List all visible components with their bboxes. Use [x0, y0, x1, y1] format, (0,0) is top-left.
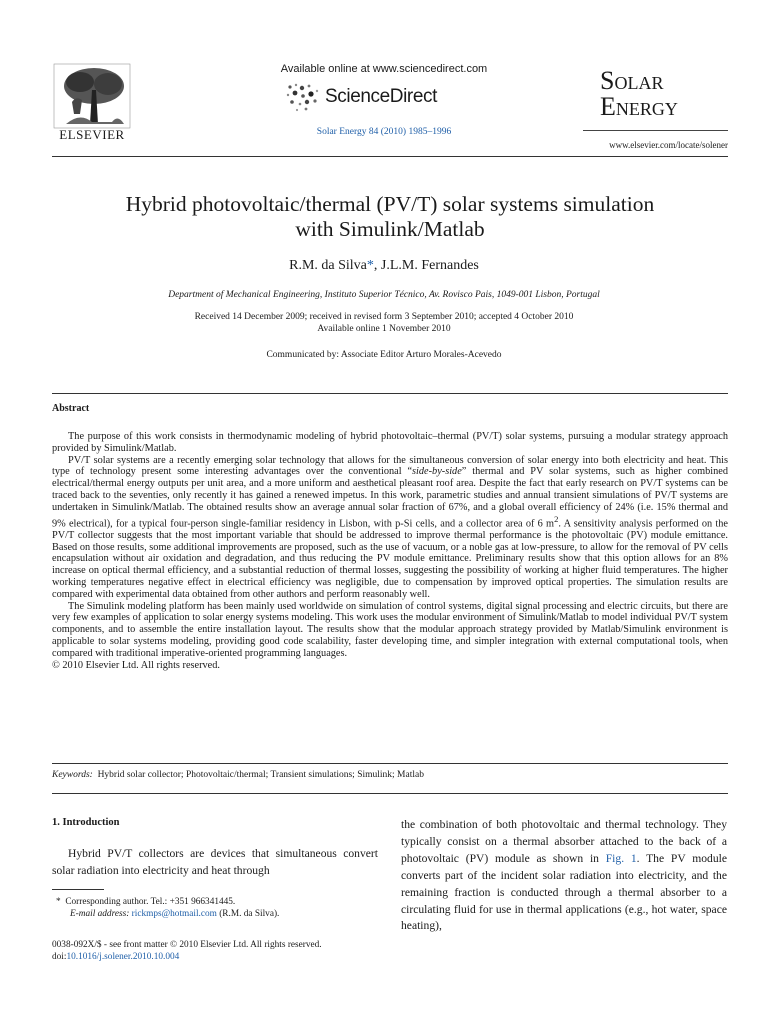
footnote-divider [52, 889, 104, 890]
keywords-list: Hybrid solar collector; Photovoltaic/thermal; Transient simulations; Simulink; Matlab [97, 770, 424, 780]
front-matter-text: 0038-092X/$ - see front matter © 2010 Elsevier Ltd. All rights reserved. [52, 940, 322, 950]
journal-title-line1: Solar [600, 66, 664, 95]
abstract-bottom-divider [52, 763, 728, 764]
footnote-email-line [56, 909, 279, 921]
affiliation: Department of Mechanical Engineering, Instituto Superior Técnico, Av. Rovisco Pais, 1049-001 Lisbon, Portugal [168, 290, 600, 300]
received-dates: Received 14 December 2009; received in revised form 3 September 2010; accepted 4 October 2010 [194, 312, 574, 322]
sciencedirect-dots-icon [282, 81, 322, 113]
author-name: R.M. da Silva [289, 258, 367, 273]
available-online-date: Available online 1 November 2010 [317, 323, 451, 334]
doi-line [52, 952, 322, 964]
journal-title [600, 68, 728, 120]
footnote-line [56, 897, 279, 909]
doi-link[interactable]: 10.1016/j.solener.2010.10.004 [66, 951, 180, 962]
email-link[interactable]: rickmps@hotmail.com [131, 908, 217, 919]
abstract-paragraph [52, 455, 728, 601]
journal-reference-link[interactable]: Solar Energy 84 (2010) 1985–1996 [316, 127, 452, 137]
keywords-line [52, 770, 424, 780]
footnote-mark: * [56, 897, 61, 907]
article-title [40, 192, 740, 242]
email-label: E-mail address: [70, 908, 130, 919]
abstract-body [52, 431, 728, 671]
body-text: . The PV module converts part of the incident solar radiation into electricity, and the remaining fraction is conducted through a thermal absorber to a circulating fluid for use in thermal applications (e.g., hot water, space heating), [401, 851, 728, 933]
author-separator: , [373, 258, 381, 273]
introduction-paragraph: Hybrid PV/T collectors are devices that simultaneous convert solar radiation into electricity and heat through [52, 847, 378, 877]
section-heading-introduction: 1. Introduction [52, 817, 120, 828]
author-name: J.L.M. Fernandes [380, 258, 479, 273]
journal-title-divider [583, 130, 728, 131]
corresponding-author-mark[interactable]: * [366, 258, 374, 273]
front-matter-block [52, 940, 322, 963]
email-suffix: (R.M. da Silva). [216, 908, 280, 919]
article-title-line1: Hybrid photovoltaic/thermal (PV/T) solar systems simulation [125, 192, 655, 216]
figure-1-link[interactable]: Fig. 1 [605, 851, 637, 865]
keywords-label: Keywords: [52, 770, 93, 780]
doi-label: doi: [52, 951, 67, 962]
sciencedirect-logo[interactable] [282, 80, 437, 114]
abstract-superscript: 2 [554, 513, 559, 524]
abstract-text: PV/T solar systems are a recently emerging solar technology that allows for the simultaneous conversion of solar energy into both electricity and heat. This type of technology present some interesting advantages over the conventional “ [52, 454, 728, 478]
abstract-text: . A sensitivity analysis performed on the PV/T collector suggests that the most important variable that should be addressed to improve thermal performance is the photovoltaic (PV) module emittance. Based on those results, some additional improvements are proposed, such as the use of vacuum, or a noble gas at low-pressure, to allow for the removal of PV cells encapsulation without air oxidation and degradation, and thus reducing the PV module emittance. Preliminary results show that this option allows for an 8% increase on optical thermal efficiency, and a substantial reduction of thermal losses, suggesting the possibility of working at higher fluid temperatures. The higher working temperatures negative effect in electrical efficiency was negligible, due to compensation by improved optical properties. The simulation results are compared with experimental data obtained from other authors and perform reasonably well. [52, 518, 728, 600]
communicated-by: Communicated by: Associate Editor Arturo Morales-Acevedo [266, 350, 502, 360]
article-dates [0, 312, 768, 335]
header-divider [52, 156, 728, 157]
footnote-text: Corresponding author. Tel.: +351 966341445. [65, 897, 236, 907]
keywords-divider [52, 793, 728, 794]
article-title-line2: with Simulink/Matlab [295, 217, 485, 241]
abstract-heading: Abstract [52, 403, 90, 414]
sciencedirect-wordmark: ScienceDirect [325, 86, 438, 107]
publisher-name: ELSEVIER [59, 127, 125, 142]
corresponding-author-footnote [56, 897, 279, 920]
abstract-copyright: © 2010 Elsevier Ltd. All rights reserved. [52, 659, 220, 671]
abstract-paragraph: The purpose of this work consists in thermodynamic modeling of hybrid photovoltaic–thermal (PV/T) solar systems, pursuing a modular strategy approach provided by Simulink/Matlab. [52, 431, 728, 454]
abstract-text: ” thermal and PV solar systems, such as higher combined electrical/thermal energy outputs per unit area, and a more uniform and aesthetical pleasant roof area. Despite the fact that early research on PV/T systems can be traced back to the seventies, only recently it has gained a renewed impetus. In this work, parametric studies and annual transient simulations of PV/T systems are undertaken in Simulink/Matlab. The obtained results show an average annual solar fraction of 67%, and a global overall efficiency of 24% (i.e. 15% thermal and 9% electrical), for a typical four-person single-familiar residency in Lisbon, with p-Si cells, and a collector area of 6 m [52, 466, 729, 529]
journal-url[interactable]: www.elsevier.com/locate/solener [609, 140, 728, 150]
abstract-paragraph: The Simulink modeling platform has been mainly used worldwide on simulation of control systems, digital signal processing and electric circuits, but there are very few examples of application to solar energy systems modeling. This work uses the modular environment of Simulink/Matlab to model individual PV/T system components, and to assemble the entire installation layout. The results show that the modular approach strategy provided by Matlab/Simulink environment is applicable to solar systems modeling, providing good code scalability, faster developing time, and simpler integration with external computational tools, when compared with traditional imperative-oriented programming languages. [52, 600, 728, 659]
right-column-paragraph [401, 817, 727, 935]
abstract-emphasis: side-by-side [412, 466, 462, 478]
available-online-text: Available online at www.sciencedirect.com [280, 63, 488, 75]
body-text: the combination of both photovoltaic and thermal technology. They typically consist on a thermal absorber attached to the back of a photovoltaic (PV) module as shown in [401, 818, 727, 865]
author-list [0, 258, 768, 274]
abstract-top-divider [52, 393, 728, 394]
journal-title-line2: Energy [600, 92, 678, 121]
